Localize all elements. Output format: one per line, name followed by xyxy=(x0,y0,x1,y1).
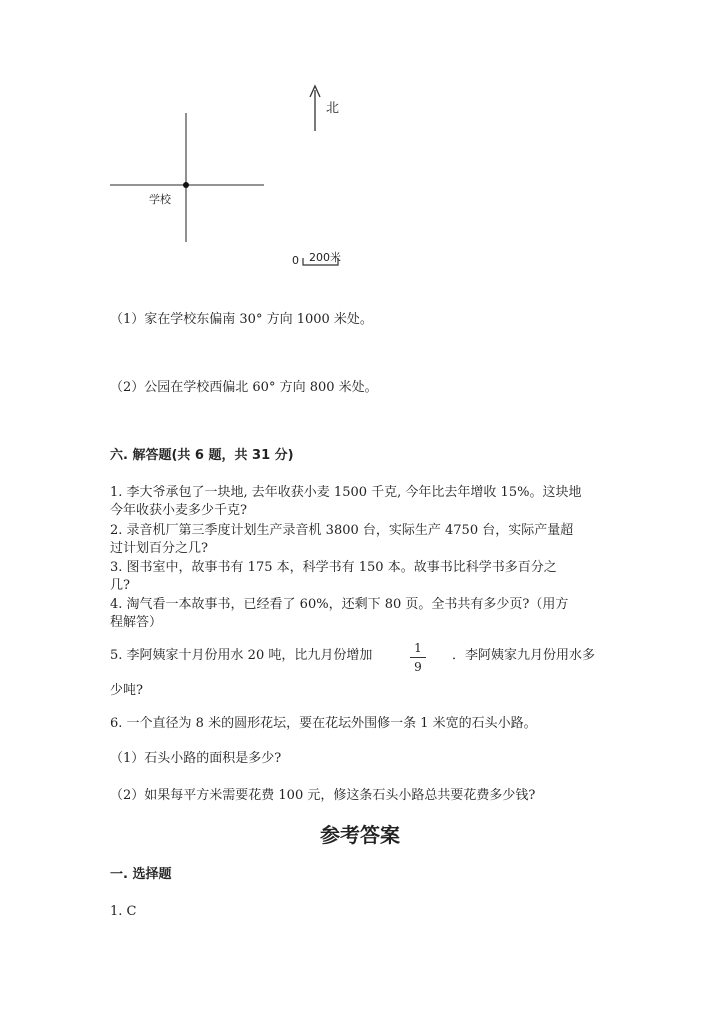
problem-3-line-2: 几? xyxy=(110,578,130,593)
problem-4-line-1: 4. 淘气看一本故事书，已经看了 60%，还剩下 80 页。全书共有多少页?（用方 xyxy=(110,597,569,612)
problem-2-line-1: 2. 录音机厂第三季度计划生产录音机 3800 台，实际生产 4750 台，实际产量超 xyxy=(110,523,574,538)
problem-5-line-2: 少吨? xyxy=(110,683,143,698)
school-label: 学校 xyxy=(149,193,171,206)
problem-4-line-2: 程解答） xyxy=(110,615,163,630)
problem-6: 6. 一个直径为 8 米的圆形花坛，要在花坛外围修一条 1 米宽的石头小路。 xyxy=(110,716,537,731)
scale-zero-label: 0 xyxy=(292,254,299,267)
fraction-numerator: 1 xyxy=(414,641,422,655)
problem-3-line-1: 3. 图书室中，故事书有 175 本，科学书有 150 本。故事书比科学书多百分之 xyxy=(110,560,557,575)
problem-6-sub-2: （2）如果每平方米需要花费 100 元，修这条石头小路总共要花费多少钱? xyxy=(110,788,536,803)
answers-section-1-heading: 一. 选择题 xyxy=(110,867,172,882)
problem-1-line-2: 今年收获小麦多少千克? xyxy=(110,503,247,518)
problem-2-line-2: 过计划百分之几? xyxy=(110,541,208,556)
answer-1: 1. C xyxy=(110,904,137,919)
item-1: （1）家在学校东偏南 30° 方向 1000 米处。 xyxy=(110,312,373,327)
fraction-denominator: 9 xyxy=(414,660,422,674)
scale-distance-label: 200米 xyxy=(309,251,341,264)
answers-title: 参考答案 xyxy=(320,823,400,847)
fraction-bar xyxy=(410,657,426,658)
problem-1-line-1: 1. 李大爷承包了一块地, 去年收获小麦 1500 千克, 今年比去年增收 15%。这块地 xyxy=(110,485,582,500)
direction-diagram xyxy=(0,0,720,290)
problem-5-after-fraction: ．李阿姨家九月份用水多 xyxy=(452,648,596,663)
section-6-heading: 六. 解答题(共 6 题，共 31 分) xyxy=(110,448,294,463)
school-point xyxy=(183,182,189,188)
north-label: 北 xyxy=(326,101,340,116)
problem-5-before-fraction: 5. 李阿姨家十月份用水 20 吨，比九月份增加 xyxy=(110,648,373,663)
north-arrow xyxy=(310,86,320,131)
problem-6-sub-1: （1）石头小路的面积是多少? xyxy=(110,751,282,766)
fraction-one-ninth xyxy=(406,640,430,675)
item-2: （2）公园在学校西偏北 60° 方向 800 米处。 xyxy=(110,380,378,395)
